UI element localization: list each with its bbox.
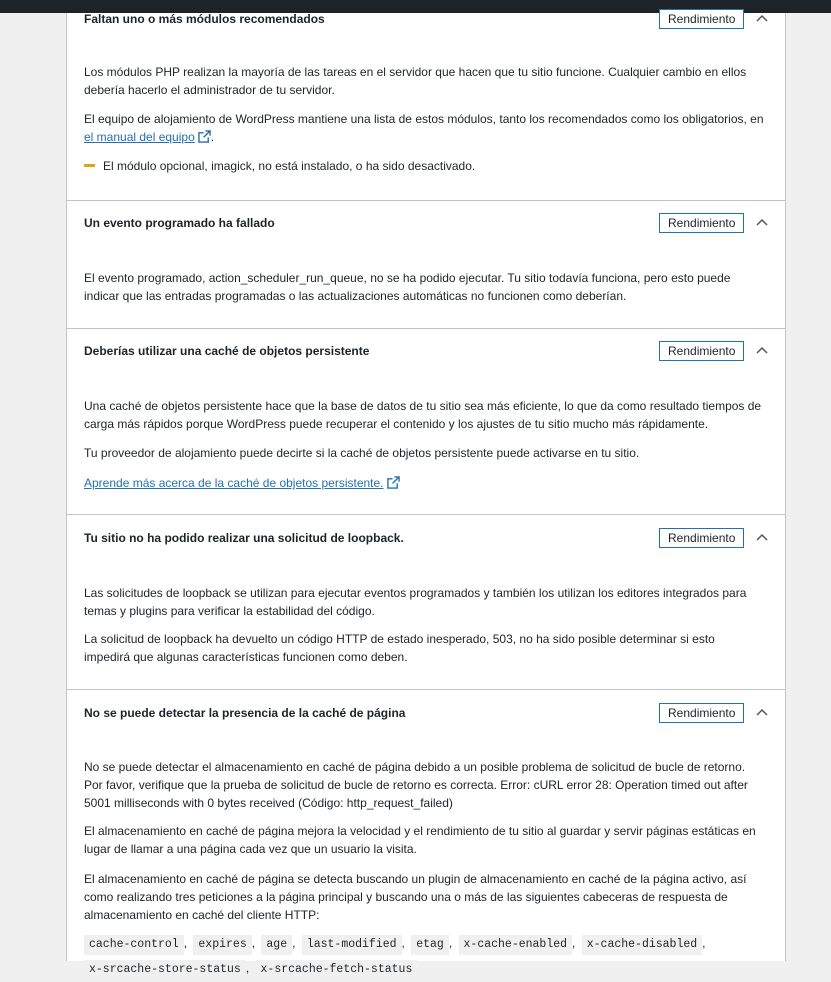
issue-title[interactable]: Tu sitio no ha podido realizar una solicitud de loopback.: [84, 531, 404, 545]
description-text: El equipo de alojamiento de WordPress mantiene una lista de estos módulos, tanto los recomendados como los obligatorios, en: [84, 112, 764, 126]
description-text-end: .: [210, 130, 215, 144]
cache-header-code: x-cache-enabled: [459, 935, 573, 955]
cache-header-code: age: [261, 935, 292, 955]
chevron-up-icon[interactable]: [755, 705, 769, 719]
learn-more-object-cache-link[interactable]: Aprende más acerca de la caché de objetos persistente.: [84, 476, 384, 490]
issue-description: Una caché de objetos persistente hace que la base de datos de tu sitio sea más eficiente, lo que da como resultado tiempos de carga más rápidos porque WordPress puede recuperar el contenido y los ajustes de tu sitio mucho más rápidamente.: [84, 399, 762, 431]
issue-description-2: La solicitud de loopback ha devuelto un código HTTP de estado inesperado, 503, no ha sido posible determinar si esto impedirá que algunas características funcionen como deben.: [84, 632, 715, 664]
issue-description-3: El almacenamiento en caché de página se detecta buscando un plugin de almacenamiento en caché de la página activo, así como realizando tres peticiones a la página principal y buscando una o más de las siguientes cabeceras de respuesta de almacenamiento en caché del cliente HTTP:: [84, 872, 747, 922]
warning-item: [84, 157, 764, 175]
cache-header-code: x-srcache-store-status: [84, 960, 246, 980]
performance-badge: Rendimiento: [659, 528, 744, 548]
cache-headers-list: cache-control , expires , age , last-modified , etag , x-cache-enabled , x-cache-disabled , x-srcache-store-status , x-srcache-fetch-status: [84, 932, 774, 982]
warning-text: El módulo opcional, imagick, no está instalado, o ha sido desactivado.: [103, 159, 476, 173]
issue-description-2: Tu proveedor de alojamiento puede decirte si la caché de objetos persistente puede activarse en tu sitio.: [84, 446, 640, 460]
cache-header-code: last-modified: [302, 935, 402, 955]
issue-description-2: El almacenamiento en caché de página mejora la velocidad y el rendimiento de tu sitio al guardar y servir páginas estáticas en lugar de llamar a una página cada vez que un usuario la visita.: [84, 824, 756, 856]
issue-title[interactable]: Faltan uno o más módulos recomendados: [84, 12, 325, 26]
issue-section-scheduled-event: [67, 201, 785, 329]
external-link-icon: [198, 130, 211, 143]
issue-description: El evento programado, action_scheduler_run_queue, no se ha podido ejecutar. Tu sitio todavía funciona, pero esto puede indicar que las entradas programadas o las actualizaciones automáticas no funcionen como deberían.: [84, 271, 731, 303]
issue-section-missing-modules: [67, 0, 785, 201]
issue-description: Los módulos PHP realizan la mayoría de las tareas en el servidor que hacen que tu sitio funcione. Cualquier cambio en ellos debería hacerlo el administrador de tu servidor.: [84, 65, 747, 97]
chevron-up-icon[interactable]: [755, 215, 769, 229]
site-health-issues-list: [66, 12, 786, 976]
issue-header[interactable]: [67, 213, 785, 233]
issue-description: No se puede detectar el almacenamiento en caché de página debido a un posible problema de solicitud de bucle de retorno. Por favor, verifique que la prueba de solicitud de bucle de retorno es correcta. Error: cURL error 28: Operation timed out after 5001 milliseconds with 0 bytes received (Código: http_request_failed): [84, 760, 748, 810]
issue-description: Las solicitudes de loopback se utilizan para ejecutar eventos programados y también los utilizan los editores integrados para temas y plugins para verificar la estabilidad del código.: [84, 586, 747, 618]
chevron-up-icon[interactable]: [755, 530, 769, 544]
chevron-up-icon[interactable]: [755, 11, 769, 25]
learn-more-line: [84, 474, 764, 492]
performance-badge: Rendimiento: [659, 703, 744, 723]
cache-header-code: x-cache-disabled: [582, 935, 702, 955]
issue-section-object-cache: [67, 329, 785, 515]
team-handbook-link[interactable]: el manual del equipo: [84, 130, 195, 144]
warning-dash-icon: [84, 164, 95, 167]
performance-badge: Rendimiento: [659, 341, 744, 361]
cache-header-code: cache-control: [84, 935, 184, 955]
issue-header[interactable]: [67, 9, 785, 29]
issue-title[interactable]: No se puede detectar la presencia de la caché de página: [84, 706, 406, 720]
issue-title[interactable]: Un evento programado ha fallado: [84, 216, 275, 230]
issue-header[interactable]: [67, 703, 785, 723]
cache-header-code: etag: [411, 935, 449, 955]
cache-header-code: expires: [193, 935, 251, 955]
performance-badge: Rendimiento: [659, 213, 744, 233]
performance-badge: Rendimiento: [659, 9, 744, 29]
chevron-up-icon[interactable]: [755, 343, 769, 357]
issue-title[interactable]: Deberías utilizar una caché de objetos persistente: [84, 344, 370, 358]
issue-description-2: [84, 110, 764, 146]
issue-header[interactable]: [67, 341, 785, 361]
issue-section-page-cache: [67, 690, 785, 980]
external-link-icon: [387, 476, 400, 489]
issue-section-loopback: [67, 515, 785, 690]
issue-header[interactable]: [67, 528, 785, 548]
cache-header-code: x-srcache-fetch-status: [256, 960, 418, 980]
